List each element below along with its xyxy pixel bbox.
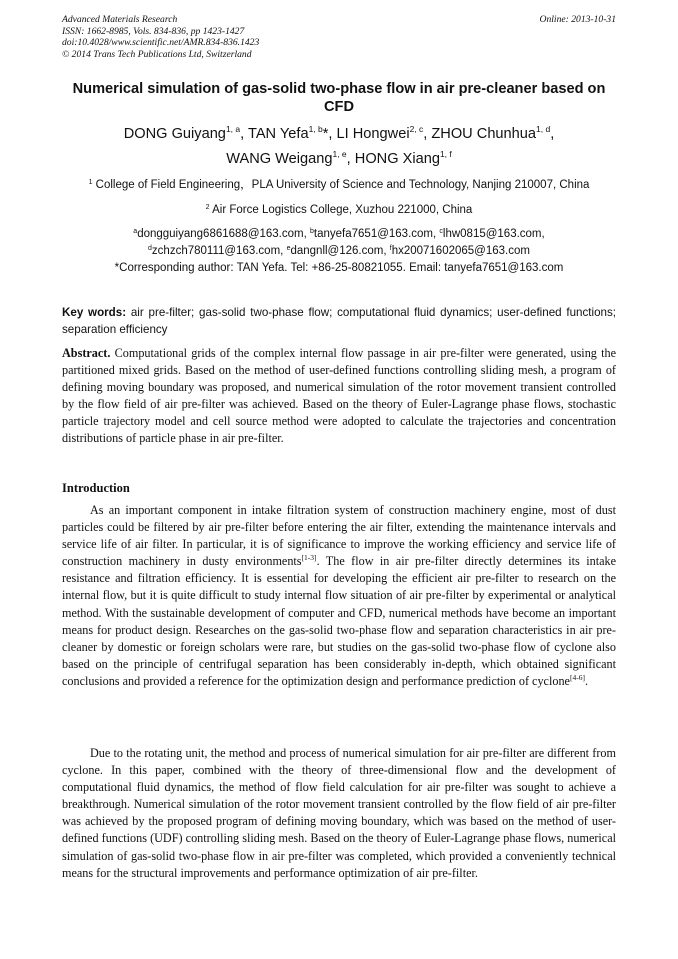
author-name: DONG Guiyang xyxy=(123,126,226,142)
email-mark: b xyxy=(310,228,314,235)
author-affiliation-mark: 1, a xyxy=(225,124,241,134)
email-mark: c xyxy=(439,228,443,235)
online-date: Online: 2013-10-31 xyxy=(539,14,616,25)
email-link[interactable]: tanyefa7651@163.com, xyxy=(313,228,440,240)
author-separator: *, xyxy=(322,126,337,142)
author-affiliation-mark: 2, c xyxy=(409,124,424,134)
corresponding-author: *Corresponding author: TAN Yefa. Tel: +86-25-80821055. Email: tanyefa7651@163.com xyxy=(114,262,564,274)
email-mark: e xyxy=(286,245,291,252)
keywords-label: Key words: xyxy=(62,306,127,319)
intro-p2-text: Due to the rotating unit, the method and process of numerical simulation for air pre-filter are different from cyclone. In this paper, combined with the theory of three-dimensional flow and the development of computational fluid dynamics, the method of flow field calculation for air pre-filter was sought to achieve a breakthrough. Numerical simulation of the rotor movement transient controlled by the flow field of air pre-filter was achieved by the proposed program of defining moving boundary, which was based on the method of user-defined functions (UDF) controlling sliding mesh. Based on the theory of Euler-Lagrange phase flows, numerical simulation of gas-solid two-phase flow in air pre-filter was completed, which provided a conveniently technical means for the structural improvements and performance optimization of air pre-filter. xyxy=(62,746,616,880)
intro-p1-text: As an important component in intake filtration system of construction machinery engine, most of dust particles could be filtered by air pre-filter before entering the air filter, extending the maintenance intervals and service life of air filter. In particular, it is of significance to improve the working efficiency and service life of construction machinery in dusty environments xyxy=(62,503,616,569)
author-list xyxy=(62,122,616,172)
journal-header xyxy=(62,14,616,60)
author-name: LI Hongwei xyxy=(336,126,410,142)
intro-paragraph-2 xyxy=(62,745,616,882)
email-link[interactable]: dongguiyang6861688@163.com, xyxy=(137,228,310,240)
author-affiliation-mark: 1, e xyxy=(332,149,347,159)
affiliation-text: College of Field Engineering，PLA University of Science and Technology, Nanjing 210007, China xyxy=(95,179,590,191)
author-separator: , xyxy=(346,151,355,167)
citation-ref[interactable]: [1-3] xyxy=(301,553,317,563)
email-link[interactable]: hx20071602065@163.com xyxy=(391,245,530,257)
email-link[interactable]: lhw0815@163.com, xyxy=(442,228,545,240)
author-affiliation-mark: 1, d xyxy=(536,124,551,134)
email-block xyxy=(62,226,616,277)
keywords-block xyxy=(62,304,616,338)
section-heading-introduction: Introduction xyxy=(62,481,130,495)
author-separator: , xyxy=(240,126,248,142)
author-affiliation-mark: 1, f xyxy=(439,149,452,159)
paper-title: Numerical simulation of gas-solid two-phase flow in air pre-cleaner based on CFD xyxy=(72,81,606,115)
citation-ref[interactable]: [4-6] xyxy=(569,672,585,682)
author-name: TAN Yefa xyxy=(247,126,309,142)
email-mark: d xyxy=(148,245,152,252)
abstract-text: Computational grids of the complex internal flow passage in air pre-filter were generated, using the partitioned mixed grids. Based on the method of user-defined functions controlling sliding mesh, a program of defining moving boundary was proposed, and numerical simulation of the rotor movement transient controlled by the flow field of air pre-filter was achieved. Based on the theory of Euler-Lagrange phase flows, stochastic particle trajectory model and cell source method were adopted to calculate the trajectories and concentration distributions of particle phase in air pre-filter. xyxy=(62,346,616,446)
email-mark: f xyxy=(389,245,392,252)
author-name: WANG Weigang xyxy=(226,151,333,167)
author-name: ZHOU Chunhua xyxy=(431,126,537,142)
affiliation-text: Air Force Logistics College, Xuzhou 221000, China xyxy=(212,204,473,216)
email-link[interactable]: zchzch780111@163.com, xyxy=(151,245,287,257)
doi-link[interactable]: doi:10.4028/www.scientific.net/AMR.834-836.1423 xyxy=(62,37,260,48)
author-separator: , xyxy=(423,126,432,142)
intro-paragraph-1 xyxy=(62,502,616,690)
author-name: HONG Xiang xyxy=(354,151,440,167)
email-line xyxy=(62,226,616,243)
abstract-label: Abstract. xyxy=(62,346,111,360)
copyright-line: © 2014 Trans Tech Publications Ltd, Switzerland xyxy=(62,48,252,60)
affiliation-mark: 1 xyxy=(88,179,93,186)
intro-p1-text: . The flow in air pre-filter directly determines its intake resistance and filtration efficiency. It is essential for developing the efficient air pre-filter to research on the internal flow, but it is quite difficult to study internal flow situation of air pre-filter by experimental or analytical method. With the sustainable development of computer and CFD, numerical methods have become an important means for product design. Researches on the gas-solid two-phase flow and separation characteristics in air pre-cleaner by domestic or foreign scholars were rare, but studies on the gas-solid two-phase flow of cyclone also based on the principle of centrifugal separation has been considerably in-depth, which obtained significant conclusions and provided a reference for the optimization design and performance prediction of cyclone xyxy=(62,554,616,688)
email-line xyxy=(62,243,616,260)
author-affiliation-mark: 1, b xyxy=(308,124,323,134)
abstract-block xyxy=(62,345,616,448)
intro-p1-text: . xyxy=(584,673,589,688)
affiliation-1 xyxy=(40,177,638,193)
affiliation-mark: 2 xyxy=(205,204,210,211)
journal-name: Advanced Materials Research xyxy=(62,14,178,25)
issn-line: ISSN: 1662-8985, Vols. 834-836, pp 1423-1427 xyxy=(62,25,245,37)
author-separator: , xyxy=(550,126,555,142)
email-link[interactable]: dangnll@126.com, xyxy=(290,245,390,257)
affiliation-2 xyxy=(40,202,638,218)
email-mark: a xyxy=(133,228,138,235)
keywords-text: air pre-filter; gas-solid two-phase flow; computational fluid dynamics; user-defined functions; separation efficiency xyxy=(62,306,616,336)
